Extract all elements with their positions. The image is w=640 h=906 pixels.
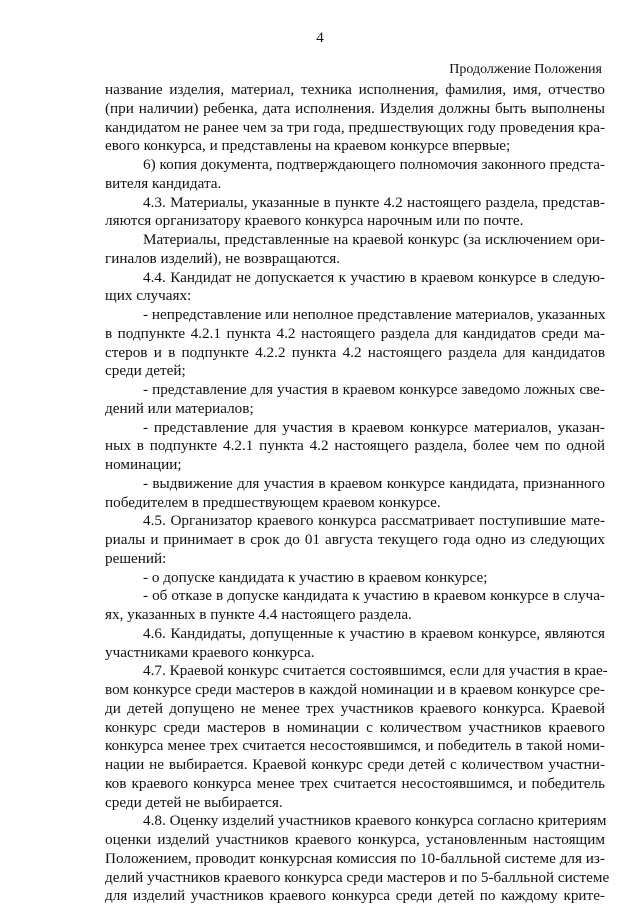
text-line: 4.8. Оценку изделий участников краевого конкурса согласно критериям: [143, 812, 607, 830]
text-line: - непредставление или неполное представление материалов, указанных: [143, 306, 606, 323]
text-line: ляются организатору краевого конкурса нарочным или по почте.: [105, 212, 524, 230]
text-line: ных в подпункте 4.2.1 пункта 4.2 настоящего раздела, более чем по одной: [105, 437, 605, 455]
text-line: нации не выбирается. Краевой конкурс среди детей с количеством участни-: [105, 756, 605, 773]
text-line: среди детей не выбирается.: [105, 793, 283, 811]
text-line: конкурс среди мастеров в номинации с количеством участников краевого: [105, 718, 605, 736]
text-line: ков краевого конкурса менее трех считается несостоявшимся, и победитель: [105, 774, 605, 792]
text-line: 4.7. Краевой конкурс считается состоявшимся, если для участия в крае-: [143, 662, 608, 680]
text-line: 4.3. Материалы, указанные в пункте 4.2 настоящего раздела, представ-: [143, 193, 605, 211]
text-line: - представление для участия в краевом конкурсе материалов, указан-: [143, 418, 605, 436]
text-line: для изделий участников краевого конкурса среди детей по каждому крите-: [105, 887, 605, 905]
text-line: риалы и принимает в срок до 01 августа текущего года одно из следующих: [105, 531, 605, 548]
text-line: вом конкурсе среди мастеров в каждой номинации и в краевом конкурсе сре-: [105, 681, 605, 698]
text-line: - выдвижение для участия в краевом конкурсе кандидата, признанного: [143, 474, 605, 492]
text-line: 4.5. Организатор краевого конкурса рассматривает поступившие мате-: [143, 512, 605, 530]
text-line: вителя кандидата.: [105, 174, 222, 192]
text-line: делий участников краевого конкурса среди мастеров и по 5-балльной системе: [105, 868, 610, 886]
text-line: 6) копия документа, подтверждающего полномочия законного предста-: [143, 156, 605, 173]
text-line: 4.4. Кандидат не допускается к участию в краевом конкурсе в следую-: [143, 268, 605, 286]
text-line: дений или материалов;: [105, 399, 254, 417]
text-line: ди детей допущено не менее трех участников краевого конкурса. Краевой: [105, 699, 605, 717]
text-line: среди детей;: [105, 362, 186, 380]
text-line: конкурса менее трех считается несостоявшимся, и победитель в такой номи-: [105, 737, 605, 755]
text-line: Положением, проводит конкурсная комиссия по 10-балльной системе для из-: [105, 849, 605, 867]
text-line: евого конкурса, и представлены на краевом конкурсе впервые;: [105, 137, 511, 155]
text-line: - об отказе в допуске кандидата к участию в краевом конкурсе в случа-: [143, 587, 605, 605]
text-line: стеров и в подпункте 4.2.2 пункта 4.2 настоящего раздела для кандидатов: [105, 343, 605, 361]
text-line: оценки изделий участников краевого конкурса, установленным настоящим: [105, 831, 605, 848]
text-line: 4.6. Кандидаты, допущенные к участию в краевом конкурсе, являются: [143, 624, 605, 642]
text-line: щих случаях:: [105, 287, 192, 305]
text-line: победителем в предшествующем краевом конкурсе.: [105, 493, 441, 511]
document-body: [105, 81, 610, 906]
text-line: название изделия, материал, техника исполнения, фамилия, имя, отчество: [105, 81, 605, 98]
text-line: - представление для участия в краевом конкурсе заведомо ложных све-: [143, 381, 605, 398]
text-line: в подпункте 4.2.1 пункта 4.2 настоящего раздела для кандидатов среди ма-: [105, 324, 605, 342]
text-line: номинации;: [105, 456, 182, 473]
text-line: решений:: [105, 549, 167, 567]
text-line: кандидатом не ранее чем за три года, предшествующих году проведения кра-: [105, 118, 605, 136]
text-line: гиналов изделий), не возвращаются.: [105, 249, 341, 267]
text-line: участниками краевого конкурса.: [105, 643, 315, 661]
text-line: (при наличии) ребенка, дата исполнения. Изделия должны быть выполнены: [105, 99, 605, 117]
page-number: 4: [316, 30, 324, 46]
text-line: - о допуске кандидата к участию в краевом конкурсе;: [143, 568, 488, 586]
text-line: Материалы, представленные на краевой конкурс (за исключением ори-: [143, 231, 605, 248]
continuation-note: Продолжение Положения: [449, 62, 602, 77]
text-line: ях, указанных в пункте 4.4 настоящего раздела.: [105, 606, 412, 623]
